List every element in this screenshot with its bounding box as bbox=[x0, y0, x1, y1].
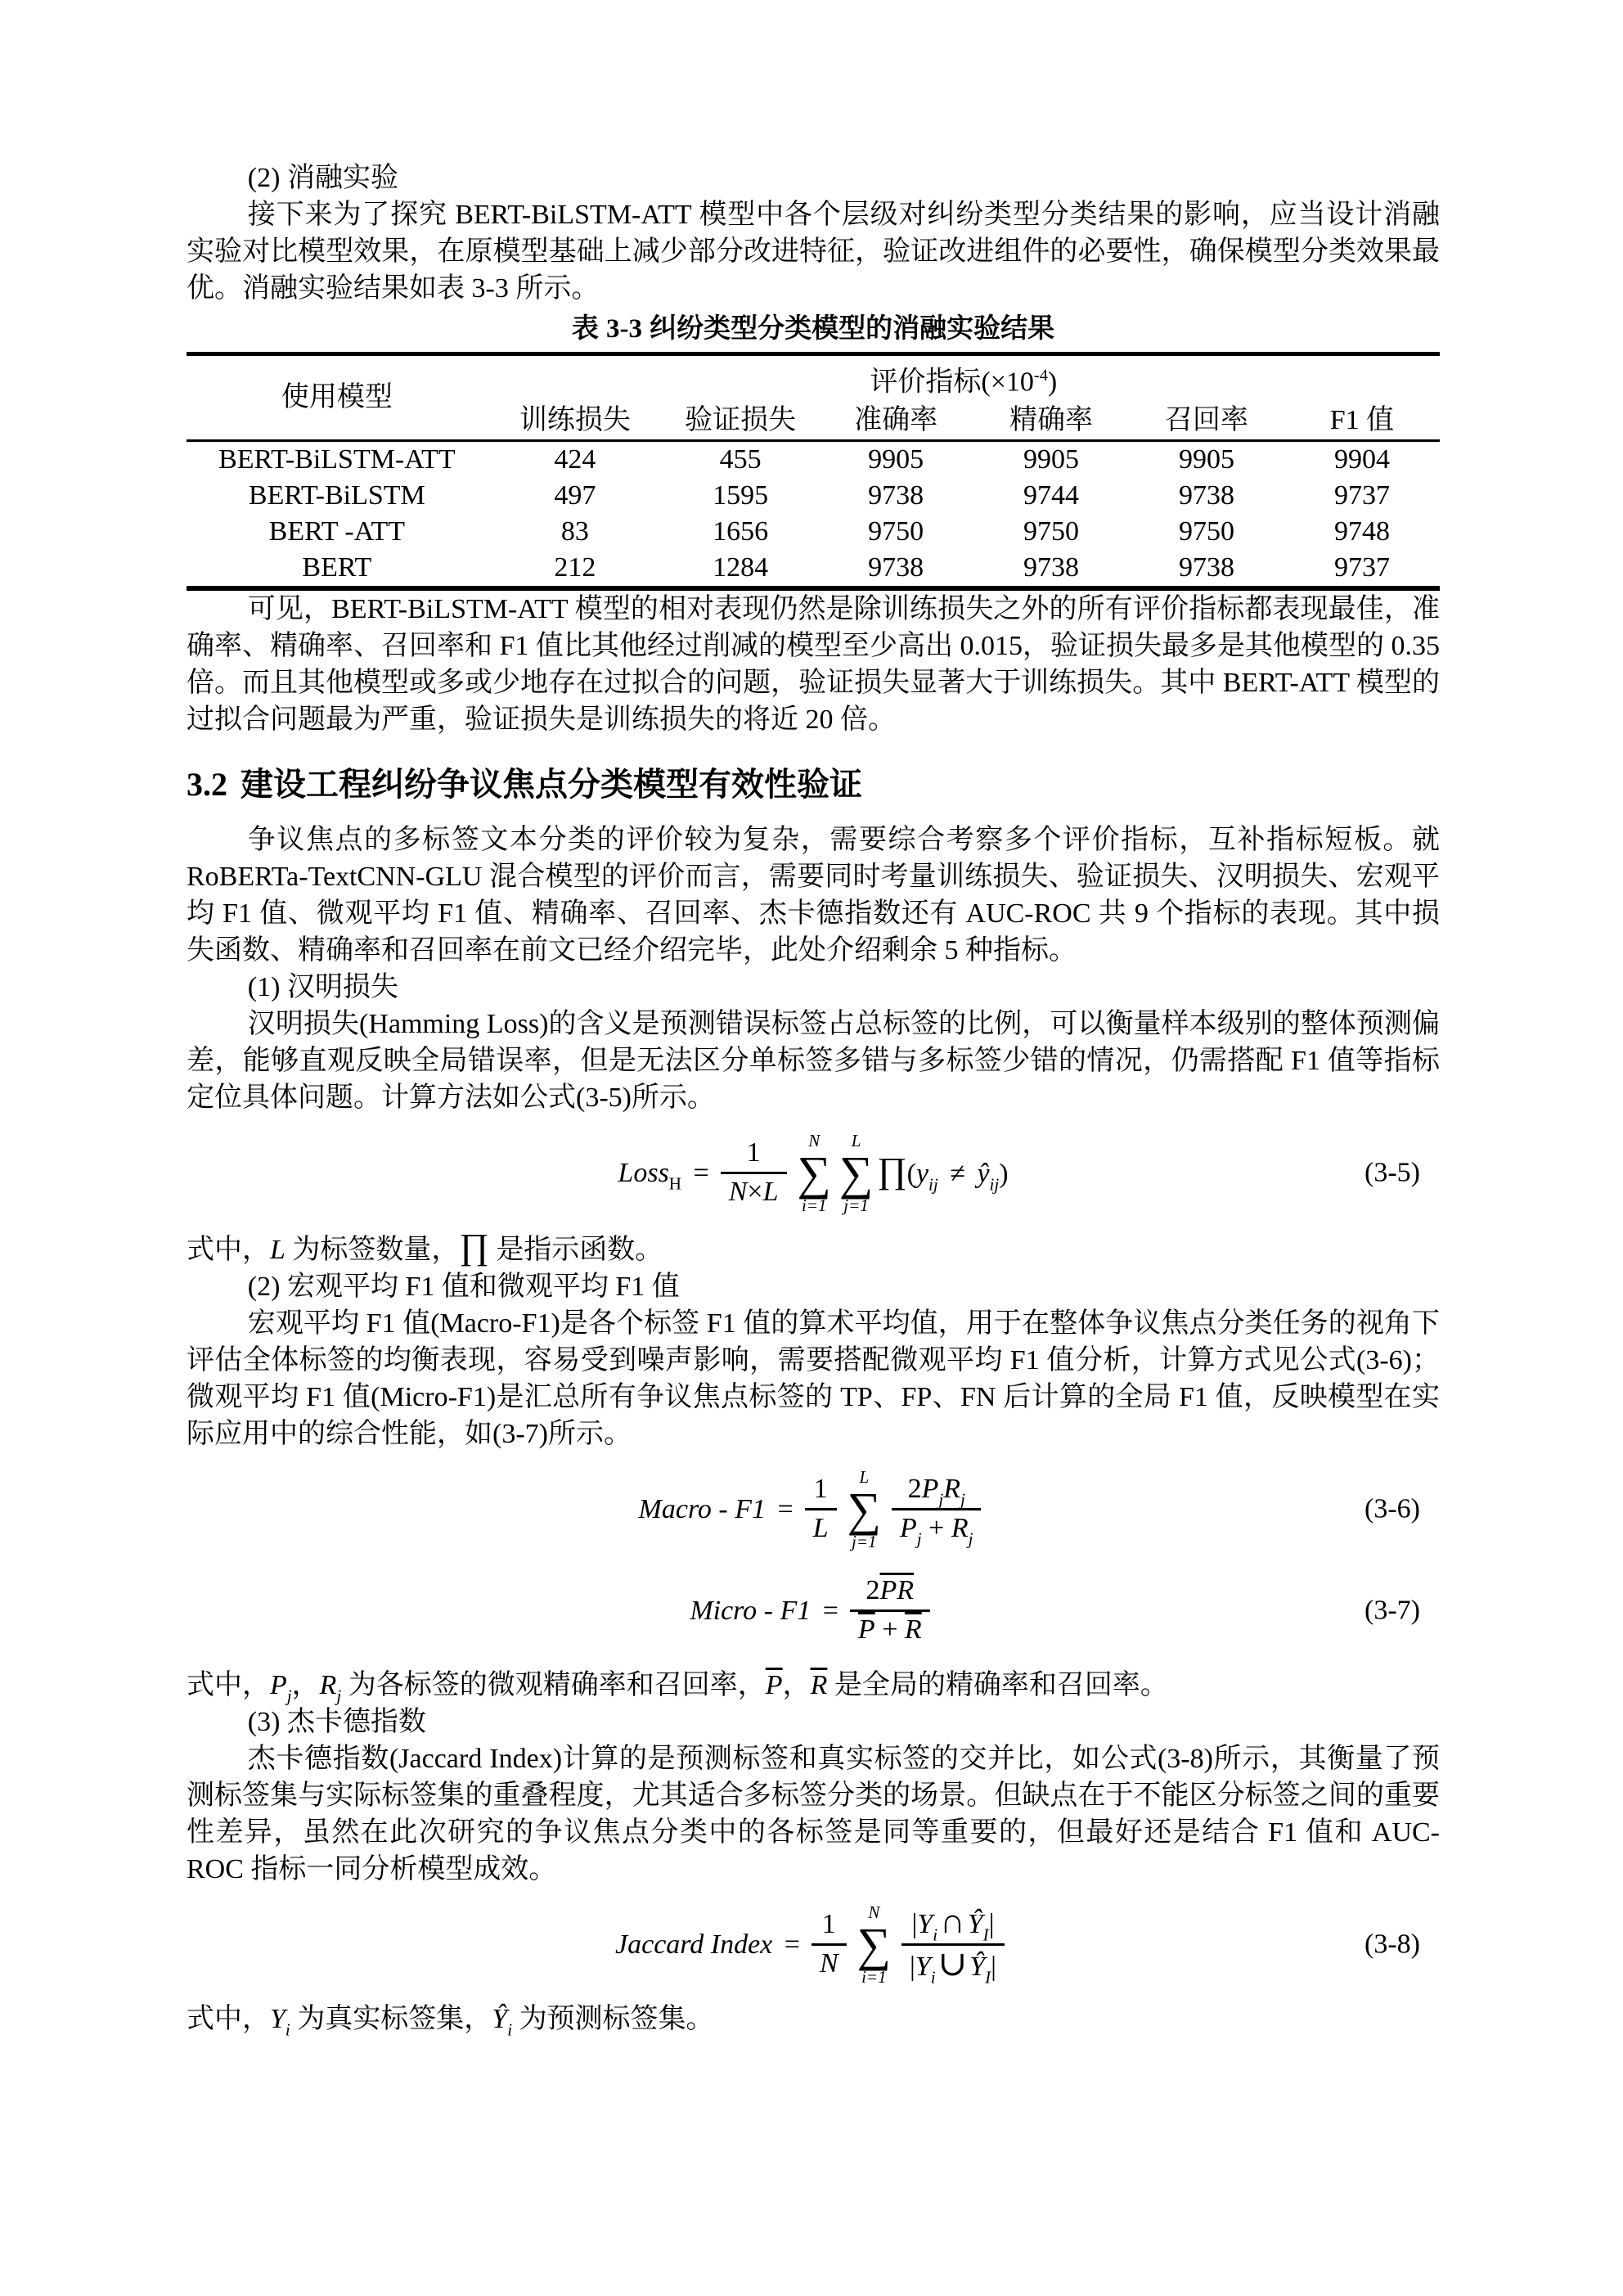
text-segment: Jaccard Index bbox=[615, 1929, 773, 1960]
text-segment: 为标签数量， bbox=[285, 1235, 460, 1266]
paragraph-jaccard: 杰卡德指数(Jaccard Index)计算的是预测标签和真实标签的交并比，如公式(3-8)所示，其衡量了预测标签集与实际标签集的重叠程度，尤其适合多标签分类的场景。但缺点在于不能区分标签之间的重要性差异，虽然在此次研究的争议焦点分类中的各标签是同等重要的，但最好还是结合 F1 值和 AUC-ROC 指标一同分析模型成效。 bbox=[187, 1744, 1440, 1885]
text-segment: | bbox=[910, 1951, 915, 1982]
text-segment: Y bbox=[915, 1951, 931, 1982]
text-segment: y bbox=[915, 1159, 929, 1190]
text-segment: H bbox=[668, 1173, 682, 1194]
text-segment: i bbox=[930, 1967, 936, 1988]
section-title: 建设工程纠纷争议焦点分类模型有效性验证 bbox=[241, 767, 862, 804]
text-segment: 为真实标签集， bbox=[290, 2004, 492, 2035]
table-cell: 9905 bbox=[1178, 444, 1234, 475]
equation-number: (3-6) bbox=[1364, 1493, 1420, 1524]
formula-3-8 bbox=[615, 1902, 1011, 1987]
formula-3-5 bbox=[618, 1131, 1008, 1215]
text-segment: 1 bbox=[813, 1474, 828, 1505]
column-header-precision: 精确率 bbox=[973, 402, 1129, 441]
text-segment: 表 bbox=[571, 313, 606, 343]
text-segment: = bbox=[777, 1929, 800, 1960]
text-segment: | bbox=[988, 1909, 995, 1940]
text-segment: j bbox=[960, 1489, 965, 1510]
sum-operator: N ∑ i=1 bbox=[797, 1130, 831, 1215]
equation-number: (3-5) bbox=[1364, 1157, 1420, 1188]
table-cell: 497 bbox=[554, 480, 596, 511]
text-segment: ij bbox=[989, 1174, 1000, 1195]
text-segment: $\overline{R}$ bbox=[904, 1614, 922, 1645]
sum-operator: L ∑ j=1 bbox=[838, 1130, 874, 1215]
text-segment: P bbox=[270, 1670, 287, 1701]
text-segment: Micro - F1 bbox=[690, 1595, 812, 1626]
text-segment: i bbox=[933, 1925, 938, 1945]
column-header-accuracy: 准确率 bbox=[818, 402, 973, 441]
text-segment: 为各标签的微观精确率和召回率， bbox=[341, 1670, 766, 1701]
text-segment: | bbox=[911, 1909, 918, 1940]
equation-micro-f1 bbox=[187, 1565, 1440, 1655]
text-segment: ŷ bbox=[977, 1159, 990, 1190]
equation-macro-f1 bbox=[187, 1464, 1440, 1554]
table-cell: 9738 bbox=[1178, 480, 1234, 511]
text-segment: ， bbox=[291, 1670, 320, 1701]
paragraph-macro-micro: 宏观平均 F1 值(Macro-F1)是各个标签 F1 值的算术平均值，用于在整体争议焦点分类任务的视角下评估全体标签的均衡表现，容易受到噪声影响，需要搭配微观平均 F1 值分析，计算方式见公式(3-6)；微观平均 F1 值(Micro-F1)是汇总所有争议焦点标签的 TP、FP、FN 后计算的全局 F1 值，反映模型在实际应用中的综合性能，如(3-7)所示。 bbox=[187, 1308, 1440, 1450]
text-segment: 是全局的精确率和召回率。 bbox=[827, 1670, 1168, 1701]
table-cell: 83 bbox=[560, 516, 589, 547]
text-segment: 1 bbox=[746, 1137, 761, 1168]
table-cell: BERT-BiLSTM bbox=[248, 480, 425, 511]
table-cell: 455 bbox=[719, 444, 762, 475]
text-segment: ， bbox=[782, 1670, 811, 1701]
text-segment: N bbox=[728, 1176, 748, 1207]
metrics-group-label: 评价指标(×10 bbox=[870, 367, 1034, 398]
fraction bbox=[812, 1908, 847, 1981]
text-segment: P bbox=[899, 1512, 917, 1543]
text-segment: 3-3 bbox=[606, 314, 642, 344]
note-jaccard-variables bbox=[187, 2001, 1440, 2040]
table-cell: 9904 bbox=[1333, 444, 1390, 475]
note-micro-variables bbox=[187, 1667, 1440, 1704]
table-cell: 9738 bbox=[1023, 552, 1080, 583]
text-segment: 是指示函数。 bbox=[488, 1235, 663, 1266]
text-segment: j bbox=[286, 1686, 292, 1706]
table-cell: 9738 bbox=[1178, 552, 1234, 583]
paragraph-hamming: 汉明损失(Hamming Loss)的含义是预测错误标签占总标签的比例，可以衡量样本级别的整体预测偏差，能够直观反映全局错误率，但是无法区分单标签多错与多标签少错的情况，仍需搭配 F1 值等指标定位具体问题。计算方法如公式(3-5)所示。 bbox=[187, 1009, 1440, 1114]
text-segment: i bbox=[285, 2019, 290, 2040]
paragraph-section-intro: 争议焦点的多标签文本分类的评价较为复杂，需要综合考察多个评价指标，互补指标短板。就 RoBERTa-TextCNN-GLU 混合模型的评价而言，需要同时考量训练损失、验证损失、汉明损失、宏观平均 F1 值、微观平均 F1 值、精确率、召回率、杰卡德指数还有 AUC-ROC 共 9 个指标的表现。其中损失函数、精确率和召回率在前文已经介绍完毕，此处介绍剩余 5 种指标。 bbox=[187, 825, 1440, 966]
paragraph-ablation-result: 可见，BERT-BiLSTM-ATT 模型的相对表现仍然是除训练损失之外的所有评价指标都表现最佳，准确率、精确率、召回率和 F1 值比其他经过削减的模型至少高出 0.015，验证损失最多是其他模型的 0.35 倍。而且其他模型或多或少地存在过拟合的问题，验证损失显著大于训练损失。其中 BERT-ATT 模型的过拟合问题最为严重，验证损失是训练损失的将近 20 倍。 bbox=[187, 594, 1440, 736]
fraction bbox=[901, 1902, 1005, 1988]
text-segment: R bbox=[951, 1512, 969, 1543]
text-segment: Loss bbox=[618, 1157, 669, 1188]
text-segment: $\overline{R}$ bbox=[810, 1670, 828, 1701]
section-heading-3-2 bbox=[187, 763, 1440, 807]
column-header-recall: 召回率 bbox=[1129, 402, 1284, 441]
sum-operator: L ∑ j=1 bbox=[847, 1466, 881, 1551]
text-segment: ∏ bbox=[877, 1150, 907, 1191]
metrics-exponent: -4 bbox=[1033, 367, 1048, 385]
table-cell: 9750 bbox=[868, 516, 924, 547]
table-cell: 9738 bbox=[868, 552, 924, 583]
column-header-train-loss: 训练损失 bbox=[488, 402, 663, 441]
table-cell: 9905 bbox=[868, 444, 924, 475]
column-header-val-loss: 验证损失 bbox=[663, 402, 818, 441]
fraction bbox=[721, 1137, 787, 1209]
text-segment: Y bbox=[270, 2004, 285, 2035]
text-segment: R bbox=[319, 1670, 337, 1701]
text-segment: I bbox=[985, 1967, 991, 1988]
formula-3-7 bbox=[690, 1574, 936, 1647]
table-row bbox=[187, 441, 1440, 479]
table-cell: 9750 bbox=[1023, 516, 1080, 547]
text-segment: ∏ bbox=[459, 1227, 489, 1267]
formula-lhs bbox=[618, 1155, 713, 1194]
fraction bbox=[850, 1574, 930, 1647]
table-row bbox=[187, 550, 1440, 588]
text-segment: 为预测标签集。 bbox=[512, 2004, 714, 2035]
text-segment: ∪ bbox=[937, 1944, 968, 1983]
sum-operator: N ∑ i=1 bbox=[856, 1902, 891, 1987]
table-cell: BERT bbox=[302, 552, 372, 583]
text-segment: Ŷ bbox=[967, 1909, 983, 1940]
text-segment: Y bbox=[917, 1909, 933, 1940]
formula-rhs bbox=[877, 1150, 1009, 1195]
text-segment: 式中， bbox=[187, 2004, 270, 2035]
text-segment: 2 bbox=[907, 1474, 922, 1505]
table-row bbox=[187, 514, 1440, 550]
section-number: 3.2 bbox=[187, 766, 227, 804]
table-cell: 1595 bbox=[713, 480, 769, 511]
text-segment: j bbox=[916, 1528, 922, 1549]
list-item-ablation-experiment: (2) 消融实验 bbox=[247, 163, 398, 193]
list-item-hamming-loss: (1) 汉明损失 bbox=[247, 972, 398, 1003]
note-hamming-variables bbox=[187, 1229, 1440, 1268]
list-item-jaccard-index: (3) 杰卡德指数 bbox=[247, 1707, 426, 1738]
list-item-macro-micro-f1: (2) 宏观平均 F1 值和微观平均 F1 值 bbox=[247, 1272, 680, 1303]
table-cell: 9737 bbox=[1333, 480, 1390, 511]
text-segment: × bbox=[747, 1176, 763, 1207]
text-segment: N bbox=[819, 1947, 838, 1979]
equation-jaccard-index bbox=[187, 1899, 1440, 1989]
table-cell: BERT-BiLSTM-ATT bbox=[218, 444, 456, 475]
text-segment: 2 bbox=[865, 1575, 880, 1606]
text-segment: 式中， bbox=[187, 1235, 270, 1266]
text-segment: Ŷ bbox=[969, 1951, 986, 1982]
table-row bbox=[187, 478, 1440, 514]
equation-number: (3-7) bbox=[1364, 1595, 1420, 1626]
text-segment: 1 bbox=[821, 1909, 836, 1940]
table-cell: 424 bbox=[554, 444, 596, 475]
table-cell: 9738 bbox=[868, 480, 924, 511]
text-segment: j bbox=[938, 1489, 944, 1510]
text-segment: $\overline{P}$ bbox=[857, 1614, 875, 1645]
text-segment: | bbox=[991, 1951, 996, 1982]
fraction bbox=[805, 1473, 837, 1546]
text-segment: j bbox=[336, 1686, 342, 1706]
table-cell: 9905 bbox=[1023, 444, 1080, 475]
text-segment: L bbox=[812, 1512, 829, 1543]
text-segment: = bbox=[686, 1157, 709, 1188]
text-segment: L bbox=[762, 1176, 779, 1207]
text-segment: 纠纷类型分类模型的消融实验结果 bbox=[642, 313, 1055, 343]
text-segment: i bbox=[507, 2019, 513, 2040]
formula-lhs bbox=[690, 1592, 843, 1629]
text-segment: = bbox=[771, 1493, 794, 1524]
text-segment: 式中， bbox=[187, 1670, 270, 1701]
text-segment: $\overline{PR}$ bbox=[879, 1575, 915, 1606]
column-header-f1: F1 值 bbox=[1284, 402, 1440, 441]
table-cell: 9750 bbox=[1178, 516, 1234, 547]
table-cell: 9744 bbox=[1023, 480, 1080, 511]
text-segment: $\overline{P}$ bbox=[765, 1670, 783, 1701]
formula-3-6 bbox=[639, 1467, 988, 1551]
column-header-metrics-group bbox=[488, 354, 1440, 403]
table-caption bbox=[187, 310, 1440, 347]
ablation-results-table bbox=[187, 352, 1440, 591]
text-segment: L bbox=[270, 1235, 285, 1266]
text-segment: P bbox=[921, 1474, 939, 1505]
table-cell: 212 bbox=[554, 552, 596, 583]
column-header-model: 使用模型 bbox=[187, 354, 488, 441]
table-cell: 9748 bbox=[1333, 516, 1390, 547]
paragraph-ablation-intro: 接下来为了探究 BERT-BiLSTM-ATT 模型中各个层级对纠纷类型分类结果的影响，应当设计消融实验对比模型效果，在原模型基础上减少部分改进特征，验证改进组件的必要性，确保模型分类效果最优。消融实验结果如表 3-3 所示。 bbox=[187, 200, 1440, 304]
text-segment: + bbox=[874, 1614, 905, 1645]
equation-number: (3-8) bbox=[1364, 1929, 1420, 1960]
text-segment: ij bbox=[928, 1174, 938, 1195]
formula-lhs bbox=[639, 1491, 798, 1528]
table-cell: BERT -ATT bbox=[268, 516, 406, 547]
table-header-row-metrics bbox=[187, 354, 1440, 403]
text-segment: Ŷ bbox=[492, 2004, 508, 2035]
text-segment: Macro - F1 bbox=[638, 1493, 767, 1524]
table-cell: 1284 bbox=[713, 552, 769, 583]
text-segment: R bbox=[943, 1474, 960, 1505]
text-segment: = bbox=[816, 1595, 838, 1626]
text-segment: ∩ bbox=[940, 1902, 965, 1942]
table-cell: 9737 bbox=[1333, 552, 1390, 583]
text-segment: + bbox=[921, 1512, 951, 1543]
fraction bbox=[892, 1473, 981, 1549]
text-segment: I bbox=[982, 1925, 989, 1945]
formula-lhs bbox=[615, 1926, 805, 1963]
metrics-close-paren: ) bbox=[1047, 367, 1058, 398]
equation-hamming-loss bbox=[187, 1128, 1440, 1218]
text-segment: ( bbox=[906, 1159, 916, 1190]
text-segment: ≠ bbox=[942, 1159, 973, 1190]
text-segment: ) bbox=[999, 1159, 1009, 1190]
text-segment: j bbox=[968, 1528, 973, 1549]
table-cell: 1656 bbox=[713, 516, 769, 547]
